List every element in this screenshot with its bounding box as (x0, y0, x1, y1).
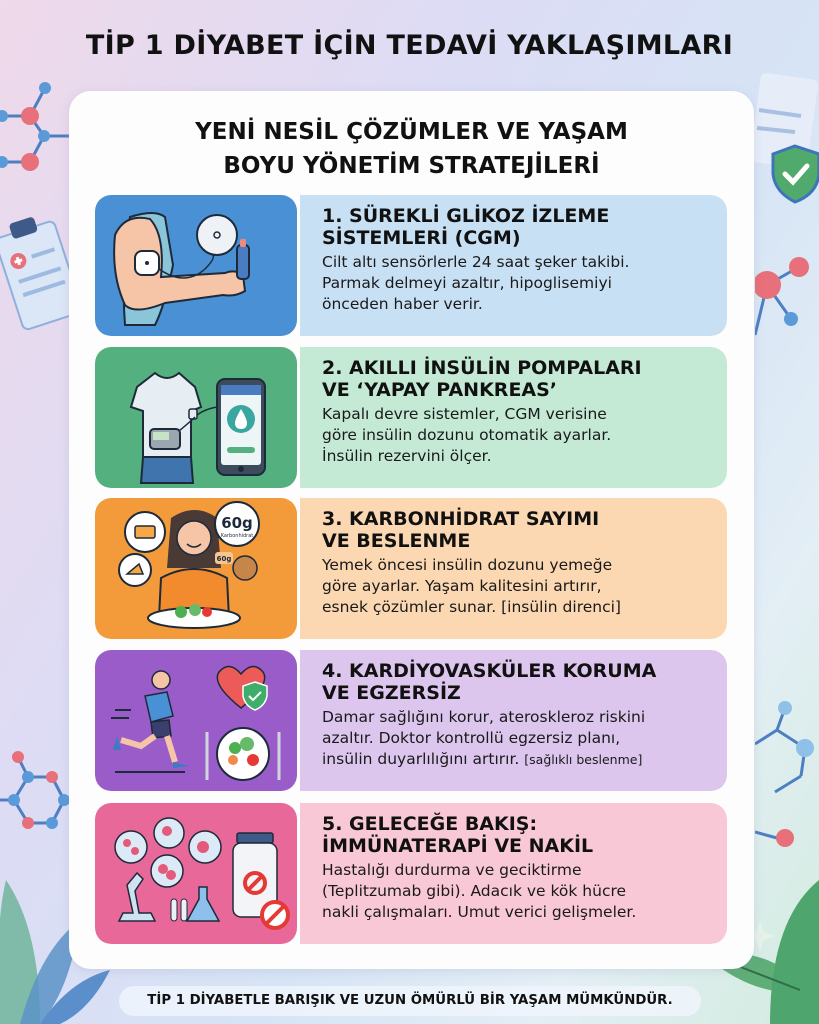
molecule-right-icon (755, 255, 819, 345)
section-3-text (300, 498, 727, 639)
svg-text:60g: 60g (216, 555, 232, 563)
section-cardio-exercise (95, 650, 727, 791)
section-4-text (300, 650, 727, 791)
carb-counting-woman-icon (95, 498, 297, 639)
section-5-title: 5. GELECEĞE BAKIŞ: İMMÜNATERAPİ VE NAKİL (322, 813, 594, 857)
section-2-illustration (95, 347, 297, 488)
section-future-immunotherapy (95, 803, 727, 944)
section-1-text (300, 195, 727, 336)
section-5-text (300, 803, 727, 944)
section-2-text (300, 347, 727, 488)
svg-text:60g: 60g (221, 514, 253, 532)
card-subtitle (69, 115, 754, 183)
molecule-bottom-right-icon (755, 700, 819, 850)
section-insulin-pump (95, 347, 727, 488)
molecule-bottom-left-icon (0, 745, 70, 835)
section-3-body: Yemek öncesi insülin dozunu yemeğe göre ayarlar. Yaşam kalitesini artırır, esnek çözümler sunar. [insülin direnci] (322, 556, 621, 616)
tag-healthy-eating: [sağlıklı beslenme] (524, 752, 643, 767)
page-title: TİP 1 DİYABET İÇİN TEDAVİ YAKLAŞIMLARI (85, 30, 734, 61)
runner-heart-plate-icon (95, 650, 297, 791)
insulin-pump-phone-icon (95, 347, 297, 488)
section-cgm (95, 195, 727, 336)
section-4-illustration (95, 650, 297, 791)
molecule-top-left-icon (0, 80, 80, 190)
section-4-body: Damar sağlığını korur, ateroskleroz riskini azaltır. Doktor kontrollü egzersiz planı, insülin duyarlılığını artırır. [sağlıklı beslenme] (322, 708, 646, 768)
section-2-body: Kapalı devre sistemler, CGM verisine göre insülin dozunu otomatik ayarlar. İnsülin rezervini ölçer. (322, 405, 612, 465)
section-1-illustration (95, 195, 297, 336)
clipboard-icon (0, 210, 72, 335)
section-1-body: Cilt altı sensörlerle 24 saat şeker takibi. Parmak delmeyi azaltır, hipoglisemiyi önceden haber verir. (322, 253, 630, 313)
section-5-illustration (95, 803, 297, 944)
footer-message: TİP 1 DİYABETLE BARIŞIK VE UZUN ÖMÜRLÜ BİR YAŞAM MÜMKÜNDÜR. (119, 986, 701, 1016)
section-3-title: 3. KARBONHİDRAT SAYIMI VE BESLENME (322, 508, 600, 552)
section-carb-counting (95, 498, 727, 639)
svg-text:Karbonhidrat: Karbonhidrat (220, 533, 254, 539)
section-3-illustration (95, 498, 297, 639)
section-2-title: 2. AKILLI İNSÜLİN POMPALARI VE ‘YAPAY PANKREAS’ (322, 357, 642, 401)
subtitle-line-1: YENİ NESİL ÇÖZÜMLER VE YAŞAM (195, 119, 628, 145)
section-5-body: Hastalığı durdurma ve geciktirme (Teplitzumab gibi). Adacık ve kök hücre nakli çalışmaları. Umut verici gelişmeler. (322, 861, 637, 921)
cgm-sensor-arm-icon (95, 195, 297, 336)
subtitle-line-2: BOYU YÖNETİM STRATEJİLERİ (223, 153, 600, 179)
document-shield-icon (745, 70, 819, 205)
section-1-title: 1. SÜREKLİ GLİKOZ İZLEME SİSTEMLERİ (CGM) (322, 205, 610, 249)
lab-cells-medicine-icon (95, 803, 297, 944)
section-4-title: 4. KARDİYOVASKÜLER KORUMA VE EGZERSİZ (322, 660, 657, 704)
